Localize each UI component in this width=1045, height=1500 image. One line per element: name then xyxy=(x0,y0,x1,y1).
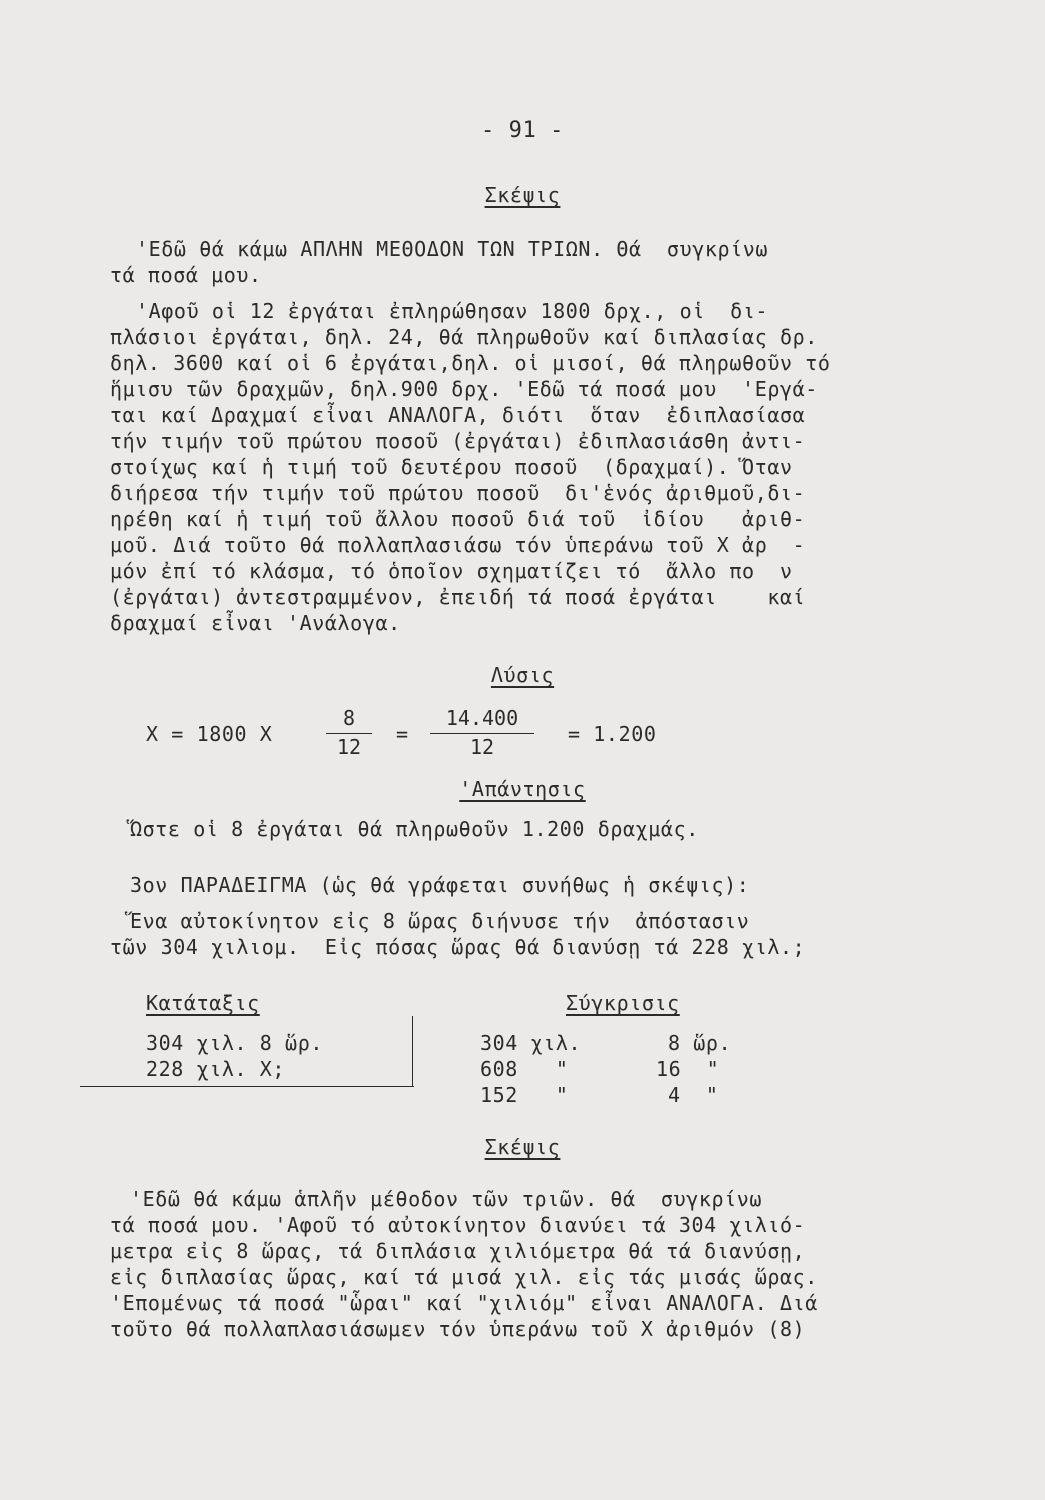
table-divider-vertical xyxy=(412,1016,413,1086)
paragraph-3-line: 'Εδῶ θά κάμω ἁπλῆν μέθοδον τῶν τριῶν. θά συγκρίνω xyxy=(130,1187,763,1211)
paragraph-2-line: δραχμαί εἶναι 'Ανάλογα. xyxy=(110,611,401,635)
heading-skepsis-1: Σκέψις xyxy=(484,183,561,207)
paragraph-3-line: μετρα εἰς 8 ὥρας, τά διπλάσια χιλιόμετρα θά τά διανύσῃ, xyxy=(110,1239,806,1263)
comparison-title: Σύγκρισις xyxy=(566,991,680,1015)
table-divider-horizontal xyxy=(80,1086,414,1087)
fraction-2-bar xyxy=(430,733,534,734)
fraction-1-numerator: 8 xyxy=(342,706,356,730)
paragraph-3-line: τοῦτο θά πολλαπλασιάσωμεν τόν ὑπεράνω τοῦ Χ ἀριθμόν (8) xyxy=(110,1317,806,1341)
paragraph-1-line: 'Εδῶ θά κάμω ΑΠΛΗΝ ΜΕΘΟΔΟΝ ΤΩΝ ΤΡΙΩΝ. Θά συγκρίνω xyxy=(136,237,769,261)
comparison-hours: 16 " xyxy=(656,1057,720,1081)
arrangement-row: 304 χιλ. 8 ὥρ. xyxy=(146,1031,323,1055)
paragraph-2-line: (ἐργάται) ἀντεστραμμένον, ἐπειδή τά ποσά ἐργάται καί xyxy=(110,585,806,609)
paragraph-2-line: ἥμισυ τῶν δραχμῶν, δηλ.900 δρχ. 'Εδῶ τά ποσά μου 'Εργά- xyxy=(110,377,818,401)
paragraph-2-line: μοῦ. Διά τοῦτο θά πολλαπλασιάσω τόν ὑπεράνω τοῦ Χ ἀρ - xyxy=(110,533,806,557)
example-3-title: 3ον ΠΑΡΑΔΕΙΓΜΑ (ὡς θά γράφεται συνήθως ἡ σκέψις): xyxy=(130,873,750,897)
comparison-hours: 4 " xyxy=(668,1083,719,1107)
answer-line: Ὥστε οἱ 8 ἐργάται θά πληρωθοῦν 1.200 δραχμάς. xyxy=(130,817,699,841)
problem-line: τῶν 304 χιλιομ. Εἰς πόσας ὥρας θά διανύσῃ τά 228 χιλ.; xyxy=(110,935,806,959)
paragraph-3-line: εἰς διπλασίας ὥρας, καί τά μισά χιλ. εἰς τάς μισάς ὥρας. xyxy=(110,1265,818,1289)
paragraph-2-line: μόν ἐπί τό κλάσμα, τό ὁποῖον σχηματίζει τό ἄλλο πο ν xyxy=(110,559,793,583)
paragraph-3-line: 'Επομένως τά ποσά "ὧραι" καί "χιλιόμ" εἶναι ΑΝΑΛΟΓΑ. Διά xyxy=(110,1291,818,1315)
fraction-1-bar xyxy=(326,733,372,734)
comparison-km: 152 " xyxy=(480,1083,569,1107)
paragraph-2-line: δηλ. 3600 καί οἱ 6 ἐργάται,δηλ. οἱ μισοί, θά πληρωθοῦν τό xyxy=(110,351,831,375)
equation-result: = 1.200 xyxy=(568,722,657,746)
equation-lhs: Χ = 1800 Χ xyxy=(146,722,273,746)
paragraph-2-line: στοίχως καί ἡ τιμή τοῦ δευτέρου ποσοῦ (δραχμαί). Ὅταν xyxy=(110,455,793,479)
paragraph-1-line: τά ποσά μου. xyxy=(110,263,262,287)
paragraph-3-line: τά ποσά μου. 'Αφοῦ τό αὐτοκίνητον διανύει τά 304 χιλιό- xyxy=(110,1213,806,1237)
paragraph-2-line: τήν τιμήν τοῦ πρώτου ποσοῦ (ἐργάται) ἐδιπλασιάσθη ἀντι- xyxy=(110,429,806,453)
problem-line: Ἕνα αὐτοκίνητον εἰς 8 ὥρας διήνυσε τήν ἀπόστασιν xyxy=(130,909,750,933)
heading-skepsis-2: Σκέψις xyxy=(484,1135,561,1159)
paragraph-2-line: 'Αφοῦ οἱ 12 ἐργάται ἐπληρώθησαν 1800 δρχ., οἱ δι- xyxy=(136,299,769,323)
paragraph-2-line: πλάσιοι ἐργάται, δηλ. 24, θά πληρωθοῦν καί διπλασίας δρ. xyxy=(110,325,818,349)
fraction-1-denominator: 12 xyxy=(336,735,362,759)
fraction-2-denominator: 12 xyxy=(469,735,495,759)
page-number: - 91 - xyxy=(480,118,565,143)
comparison-hours: 8 ὥρ. xyxy=(668,1031,732,1055)
paragraph-2-line: ηρέθη καί ἡ τιμή τοῦ ἄλλου ποσοῦ διά τοῦ ἰδίου ἀριθ- xyxy=(110,507,806,531)
heading-lysis: Λύσις xyxy=(490,663,555,687)
heading-apantisis: 'Απάντησις xyxy=(459,777,586,801)
comparison-km: 304 χιλ. xyxy=(480,1031,582,1055)
arrangement-title: Κατάταξις xyxy=(146,991,260,1015)
comparison-km: 608 " xyxy=(480,1057,569,1081)
paragraph-2-line: διήρεσα τήν τιμήν τοῦ πρώτου ποσοῦ δι'ἑνός ἀριθμοῦ,δι- xyxy=(110,481,806,505)
fraction-2-numerator: 14.400 xyxy=(445,706,519,730)
equals-sign: = xyxy=(396,722,409,746)
paragraph-2-line: ται καί Δραχμαί εἶναι ΑΝΑΛΟΓΑ, διότι ὅταν ἐδιπλασίασα xyxy=(110,403,806,427)
arrangement-row: 228 χιλ. Χ; xyxy=(146,1057,286,1081)
